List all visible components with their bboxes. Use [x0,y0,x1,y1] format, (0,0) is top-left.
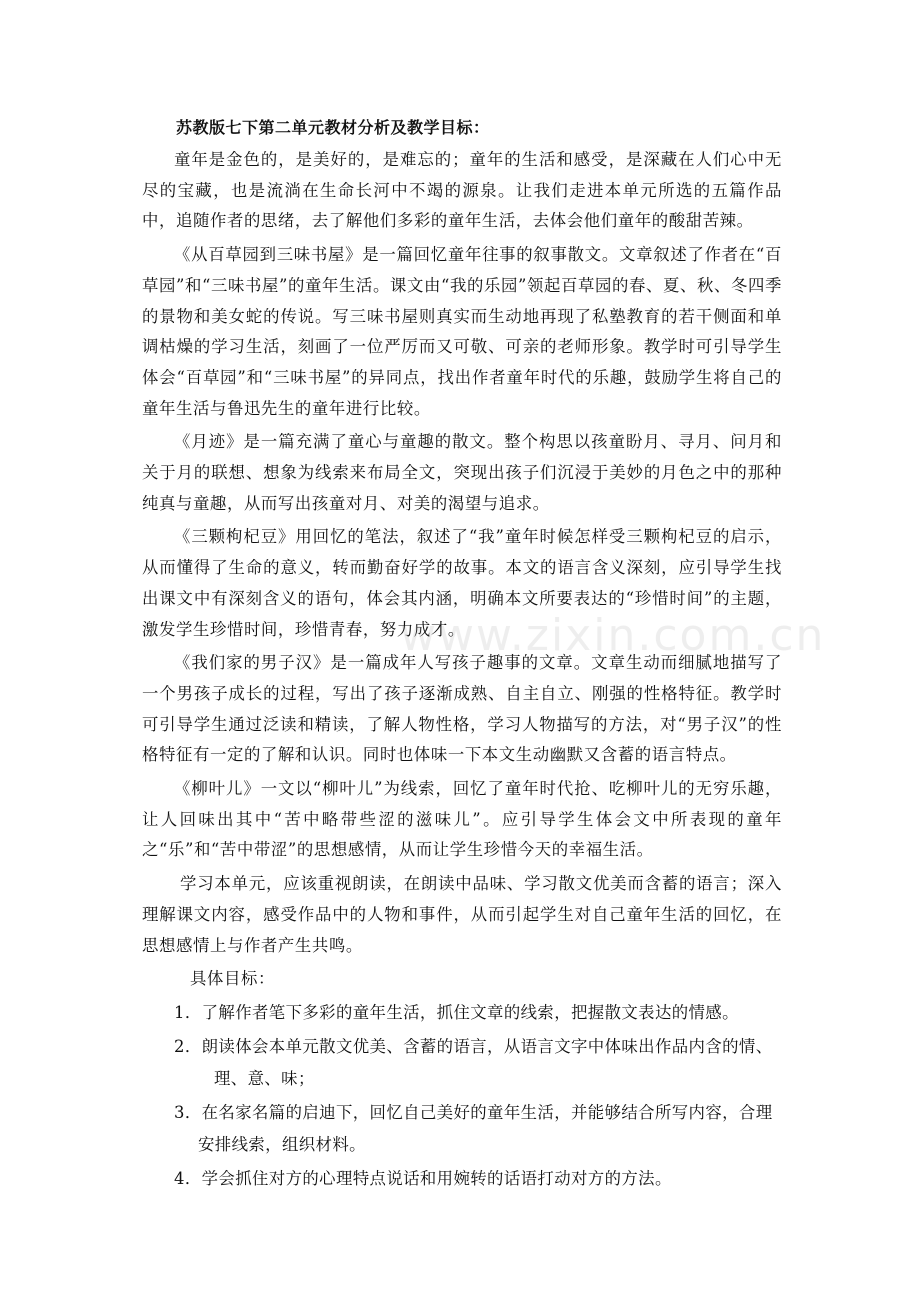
paragraph-liuyeer: 《柳叶儿》一文以“柳叶儿”为线索，回忆了童年时代抢、吃柳叶儿的无穷乐趣，让人回味出其中“苦中略带些涩的滋味儿”。应引导学生体会文中所表现的童年之“乐”和“苦中带涩”的思想感情，从而让学生珍惜今天的幸福生活。 [142,779,782,860]
paragraph-nanzihan: 《我们家的男子汉》是一篇成年人写孩子趣事的文章。文章生动而细腻地描写了一个男孩子成长的过程，写出了孩子逐渐成熟、自主自立、刚强的性格特征。教学时可引导学生通过泛读和精读，了解人物性格，学习人物描写的方法，对“男子汉”的性格特征有一定的了解和认识。同时也体味一下本文生动幽默又含蓄的语言特点。 [142,653,782,765]
paragraph-baicaoyuan: 《从百草园到三味书屋》是一篇回忆童年往事的叙事散文。文章叙述了作者在“百草园”和“三味书屋”的童年生活。课文由“我的乐园”领起百草园的春、夏、秋、冬四季的景物和美女蛇的传说。写三味书屋则真实而生动地再现了私塾教育的若干侧面和单调枯燥的学习生活，刻画了一位严厉而又可敬、可亲的老师形象。教学时可引导学生体会“百草园”和“三味书屋”的异同点，找出作者童年时代的乐趣，鼓励学生将自己的童年生活与鲁迅先生的童年进行比较。 [142,245,782,418]
goal-item-2: 2．朗读体会本单元散文优美、含蓄的语言，从语言文字中体味出作品内含的情、理、意、味； [174,1036,773,1088]
document-title: 苏教版七下第二单元教材分析及教学目标： [176,118,490,137]
goals-label: 具体目标： [190,969,275,989]
document-body [142,114,782,1197]
paragraph-unit-study: 学习本单元，应该重视朗读，在朗读中品味、学习散文优美而含蓄的语言；深入理解课文内容，感受作品中的人物和事件，从而引起学生对自己童年生活的回忆，在思想感情上与作者产生共鸣。 [142,874,782,955]
paragraph-intro: 童年是金色的，是美好的，是难忘的；童年的生活和感受，是深藏在人们心中无尽的宝藏，也是流淌在生命长河中不竭的源泉。让我们走进本单元所选的五篇作品中，追随作者的思绪，去了解他们多彩的童年生活，去体会他们童年的酸甜苦辣。 [142,150,782,231]
goal-item-3: 3．在名家名篇的启迪下，回忆自己美好的童年生活，并能够结合所写内容，合理安排线索，组织材料。 [174,1102,773,1154]
paragraph-gouqidou: 《三颗枸杞豆》用回忆的笔法，叙述了“我”童年时候怎样受三颗枸杞豆的启示，从而懂得了生命的意义，转而勤奋好学的故事。本文的语言含义深刻，应引导学生找出课文中有深刻含义的语句，体会其内涵，明确本文所要表达的“珍惜时间”的主题，激发学生珍惜时间，珍惜青春，努力成才。 [142,527,782,639]
paragraph-yueji: 《月迹》是一篇充满了童心与童趣的散文。整个构思以孩童盼月、寻月、问月和关于月的联想、想象为线索来布局全文，突现出孩子们沉浸于美妙的月色之中的那种纯真与童趣，从而写出孩童对月、对美的渴望与追求。 [142,432,782,513]
watermark: www.zixin.com.cn [400,610,826,661]
goal-item-4: 4．学会抓住对方的心理特点说话和用婉转的话语打动对方的方法。 [174,1168,672,1188]
goal-item-1: 1．了解作者笔下多彩的童年生活，抓住文章的线索，把握散文表达的情感。 [174,1002,739,1022]
